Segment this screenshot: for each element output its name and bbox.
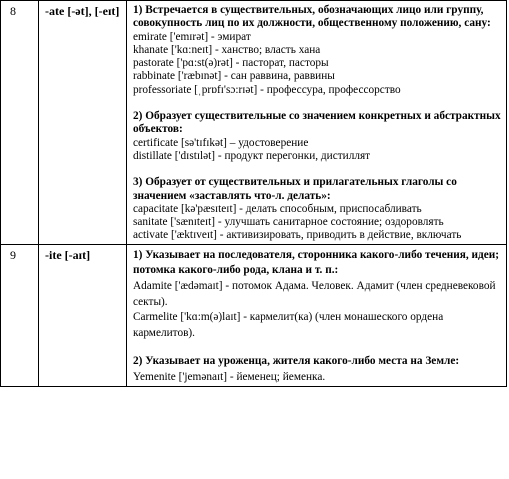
section-heading: 2) Образует существительные со значением конкретных и абстрактных объектов:: [133, 110, 501, 136]
word-entry: activate ['æktɪveɪt] - активизировать, приводить в действие, включать: [133, 229, 462, 242]
word-entry: pastorate ['pɑ:st(ə)rət] - пасторат, пасторы: [133, 57, 329, 70]
word-entry: Carmelite ['kɑ:m(ə)laɪt] - кармелит(ка) (член монашеского ордена кармелитов).: [133, 311, 444, 339]
row-number-cell: [1, 1, 39, 245]
suffix-label: -ate [-ət], [-eɪt]: [45, 4, 120, 18]
section-heading: 2) Указывает на уроженца, жителя какого-либо места на Земле:: [133, 355, 460, 368]
suffix-label: -ite [-aɪt]: [45, 247, 91, 262]
suffix-cell: [39, 244, 127, 386]
word-entry: rabbinate ['ræbɪnət] - сан раввина, раввины: [133, 70, 335, 83]
word-entry: professoriate [ˌprɒfɪ'sɔ:rɪət] - профессура, профессорство: [133, 83, 401, 96]
description-cell: [127, 244, 507, 386]
suffix-cell: [39, 1, 127, 245]
word-entry: certificate [sə'tɪfɪkət] – удостоверение: [133, 136, 309, 149]
word-entry: distillate ['dɪstɪlət] - продукт перегонки, дистиллят: [133, 149, 371, 162]
row-number-cell: [1, 244, 39, 386]
description: [127, 245, 506, 386]
section-spacer: [133, 97, 502, 110]
word-entry: Yemenite ['jemənaɪt] - йеменец; йеменка.: [133, 370, 326, 383]
word-entry: sanitate ['sænɪteɪt] - улучшать санитарное состояние; оздоровлять: [133, 216, 444, 229]
word-entry: capacitate [kə'pæsɪteɪt] - делать способным, приспосабливать: [133, 202, 422, 215]
section-spacer: [133, 341, 502, 354]
row-number: 8: [10, 4, 16, 18]
table-row: [1, 244, 507, 386]
word-entry: khanate ['kɑ:neɪt] - ханство; власть хана: [133, 43, 321, 56]
description-cell: [127, 1, 507, 245]
section-spacer: [133, 163, 502, 176]
word-entry: Adamite ['ædəmaɪt] - потомок Адама. Человек. Адамит (член средневековой секты).: [133, 279, 496, 308]
word-entry: emirate ['emɪrət] - эмират: [133, 30, 251, 43]
row-number: 9: [10, 247, 16, 262]
section-heading: 1) Встречается в существительных, обозначающих лицо или группу, совокупность лиц по их должности, общественному положению, сану:: [133, 4, 491, 30]
description: [127, 1, 506, 244]
section-heading: 3) Образует от существительных и прилагательных глаголы со значением «заставлять что-л. делать»:: [133, 176, 457, 202]
section-heading: 1) Указывает на последователя, сторонника какого-либо течения, идеи; потомка какого-либо рода, клана и т. п.:: [133, 248, 499, 277]
table-row: [1, 1, 507, 245]
